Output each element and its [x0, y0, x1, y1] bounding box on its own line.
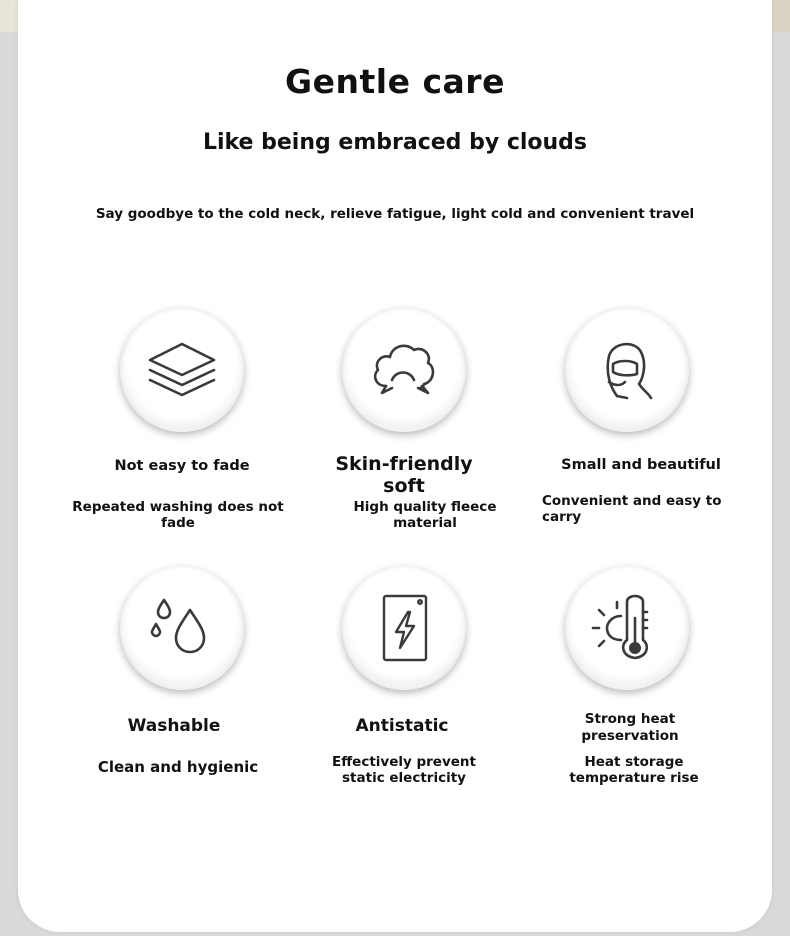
feature-title: Not easy to fade [114, 458, 250, 474]
feature-circle-soft [342, 308, 466, 432]
feature-circle-washable [120, 566, 244, 690]
balaclava-icon [587, 330, 667, 410]
page-title: Gentle care [285, 62, 505, 101]
layers-icon [142, 330, 222, 410]
feature-circle-heat [565, 566, 689, 690]
thermometer-sun-icon [587, 588, 667, 668]
feature-title: Small and beautiful [561, 457, 721, 473]
feature-circle-fade [120, 308, 244, 432]
feature-description: Effectively prevent static electricity [332, 754, 476, 786]
feature-circle-antistatic [342, 566, 466, 690]
feature-description: Clean and hygienic [97, 758, 259, 776]
feature-title: Strong heat preservation [581, 711, 679, 744]
feature-title: Antistatic [355, 716, 449, 736]
feature-description: High quality fleece material [353, 499, 497, 531]
feature-circle-portable [565, 308, 689, 432]
feature-title: Skin-friendly soft [335, 453, 473, 497]
feature-description: Repeated washing does not fade [72, 499, 284, 531]
page-subtitle: Like being embraced by clouds [202, 130, 588, 155]
page-description: Say goodbye to the cold neck, relieve fatigue, light cold and convenient travel [95, 206, 695, 222]
antistatic-icon [364, 588, 444, 668]
feature-description: Heat storage temperature rise [569, 754, 699, 786]
water-drops-icon [142, 588, 222, 668]
feature-title: Washable [127, 716, 221, 736]
cloud-icon [364, 330, 444, 410]
feature-description: Convenient and easy to carry [542, 493, 722, 525]
